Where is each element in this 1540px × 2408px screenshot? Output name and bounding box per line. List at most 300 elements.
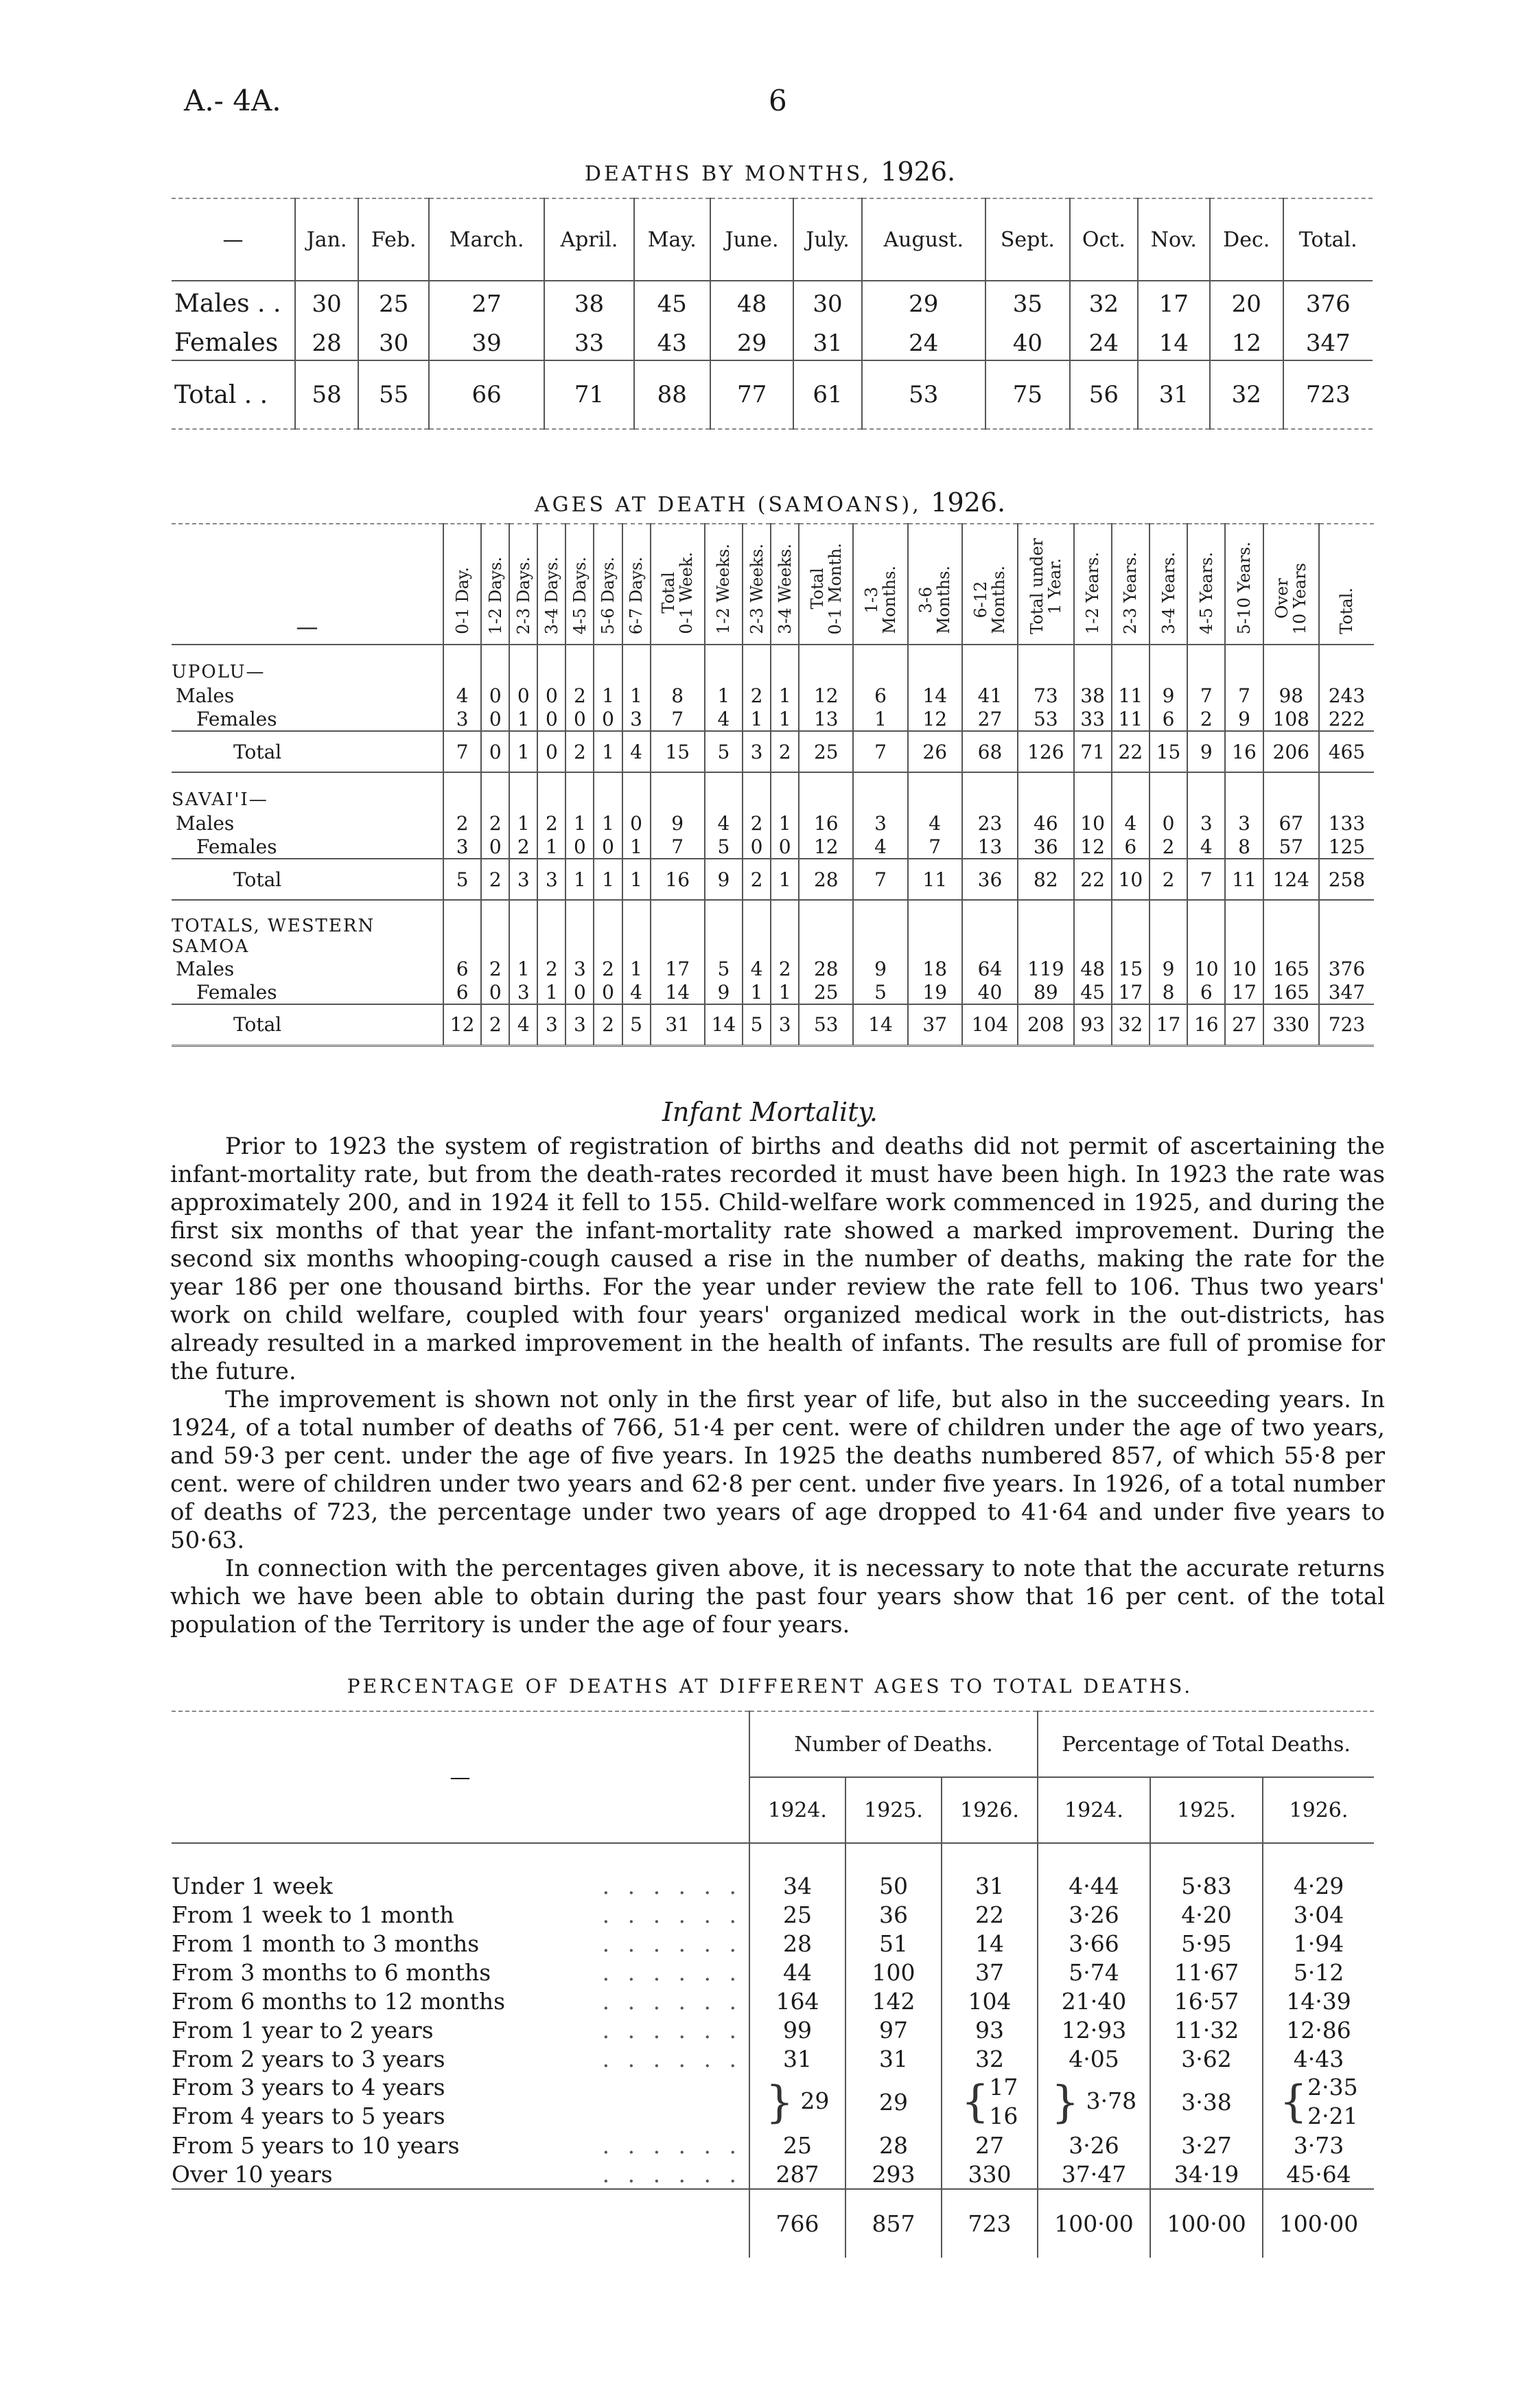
months-title-text: DEATHS BY MONTHS,: [584, 162, 872, 186]
age-column-header: [1112, 524, 1150, 645]
ages-total-cell: 28: [799, 859, 853, 900]
age-column-header: [565, 524, 594, 645]
month-header: Feb.: [358, 198, 429, 281]
months-cell: 53: [862, 360, 985, 429]
ages-cell: 8: [1150, 980, 1187, 1004]
leader-dots: . . . . . .: [602, 2016, 742, 2044]
ages-cell: 1: [622, 835, 651, 859]
pct-row-label-cell: [172, 2015, 749, 2044]
pct-cell: 34·19: [1150, 2160, 1263, 2189]
ages-empty-cell: [771, 645, 799, 684]
leader-dots: . . . . . .: [602, 1872, 742, 1899]
pct-row-label: Over 10 years: [172, 2160, 333, 2188]
ages-empty-cell: [443, 900, 481, 957]
ages-cell: 46: [1018, 811, 1073, 835]
ages-cell: 4: [705, 707, 743, 731]
ages-empty-cell: [1319, 900, 1374, 957]
ages-total-cell: 3: [771, 1004, 799, 1045]
pct-cell: 5·83: [1150, 1843, 1263, 1900]
age-column-header: [443, 524, 481, 645]
pct-cell: 31: [749, 2044, 845, 2073]
ages-empty-cell: [962, 772, 1018, 811]
ages-cell: 2: [537, 957, 565, 980]
leader-dots: . . . . . .: [602, 1958, 742, 1986]
ages-total-label: Total: [233, 740, 282, 763]
pct-bracket-cell: [1038, 2073, 1150, 2131]
pct-row-label-cell: [172, 1958, 749, 1987]
pct-row-label: From 2 years to 3 years: [172, 2045, 445, 2072]
ages-total-cell: 1: [594, 731, 622, 772]
ages-total-cell: 3: [743, 731, 771, 772]
pct-cell: 100: [845, 1958, 942, 1987]
pct-cell: 11·67: [1150, 1958, 1263, 1987]
ages-total-label: Total: [233, 1013, 282, 1037]
ages-title-text: AGES AT DEATH (SAMOANS),: [534, 493, 922, 517]
ages-row-label: Females: [196, 980, 277, 1004]
ages-cell: 17: [651, 957, 705, 980]
pct-cell: 29: [845, 2073, 942, 2131]
ages-total-cell: 465: [1319, 731, 1374, 772]
pct-row-label-cell: [172, 2160, 749, 2189]
ages-cell: 67: [1263, 811, 1319, 835]
ages-cell: 14: [908, 684, 962, 707]
ages-empty-cell: [1263, 645, 1319, 684]
pct-row: [172, 1929, 1374, 1958]
pct-year-header: 1925.: [845, 1777, 942, 1843]
months-cell: 376: [1283, 281, 1373, 326]
ages-total-cell: 7: [1187, 859, 1225, 900]
age-column-label: Total 0-1 Month.: [807, 542, 845, 634]
pct-cell: 3·38: [1150, 2073, 1263, 2131]
age-column-header: [481, 524, 509, 645]
percentage-header: Percentage of Total Deaths.: [1038, 1711, 1374, 1777]
ages-empty-cell: [509, 772, 537, 811]
ages-total-cell: 5: [622, 1004, 651, 1045]
months-row-label: Males . .: [174, 290, 281, 318]
pct-row: [172, 2044, 1374, 2073]
ages-cell: 13: [799, 707, 853, 731]
age-column-label: 5-10 Years.: [1234, 541, 1254, 634]
ages-empty-cell: [537, 645, 565, 684]
age-column-label: Total.: [1337, 588, 1357, 634]
ages-corner: —: [296, 614, 318, 640]
age-column-header: [705, 524, 743, 645]
ages-total-cell: 104: [962, 1004, 1018, 1045]
months-cell: 14: [1138, 326, 1210, 360]
ages-empty-cell: [1187, 645, 1225, 684]
age-column-label: 3-4 Days.: [541, 556, 561, 634]
months-cell: 55: [358, 360, 429, 429]
ages-total-cell: 1: [771, 859, 799, 900]
age-column-header: [594, 524, 622, 645]
pct-cell: 14·39: [1263, 1987, 1374, 2015]
ages-cell: 45: [1074, 980, 1112, 1004]
ages-cell: 0: [771, 835, 799, 859]
ages-cell: 0: [1150, 811, 1187, 835]
ages-total-cell: 1: [622, 859, 651, 900]
brace-values: [1307, 2073, 1357, 2131]
month-header: March.: [429, 198, 544, 281]
months-cell: 38: [544, 281, 634, 326]
pct-corner: —: [450, 1765, 471, 1790]
ages-cell: 108: [1263, 707, 1319, 731]
ages-total-cell: 32: [1112, 1004, 1150, 1045]
ages-total-cell: 206: [1263, 731, 1319, 772]
ages-cell: 1: [622, 957, 651, 980]
ages-empty-cell: [537, 900, 565, 957]
ages-row: [172, 957, 1374, 980]
ages-cell: 40: [962, 980, 1018, 1004]
ages-cell: 6: [1112, 835, 1150, 859]
month-header: April.: [544, 198, 634, 281]
ages-row-label: Males: [176, 957, 235, 980]
months-table-title: [0, 157, 1540, 187]
ages-cell: 1: [594, 684, 622, 707]
ages-empty-cell: [651, 772, 705, 811]
ages-empty-cell: [565, 772, 594, 811]
months-cell: 43: [634, 326, 710, 360]
age-column-header: [622, 524, 651, 645]
ages-cell: 4: [1112, 811, 1150, 835]
ages-total-cell: 126: [1018, 731, 1073, 772]
month-header: Oct.: [1070, 198, 1138, 281]
age-column-header: [908, 524, 962, 645]
pct-row-label-cell: [172, 1843, 749, 1900]
ages-total-cell: 25: [799, 731, 853, 772]
months-cell: 28: [295, 326, 358, 360]
ages-empty-cell: [1150, 900, 1187, 957]
ages-empty-cell: [622, 772, 651, 811]
months-cell: 66: [429, 360, 544, 429]
ages-cell: 2: [1187, 707, 1225, 731]
ages-row: [172, 707, 1374, 731]
ages-empty-cell: [622, 900, 651, 957]
months-cell: 33: [544, 326, 634, 360]
months-cell: 56: [1070, 360, 1138, 429]
ages-cell: 133: [1319, 811, 1374, 835]
pct-cell: 99: [749, 2015, 845, 2044]
ages-total-cell: 93: [1074, 1004, 1112, 1045]
ages-row-label: Males: [176, 811, 235, 835]
ages-cell: 1: [509, 707, 537, 731]
ages-cell: 3: [1225, 811, 1263, 835]
ages-cell: 243: [1319, 684, 1374, 707]
ages-body: [172, 645, 1374, 1045]
pct-cell: 21·40: [1038, 1987, 1150, 2015]
months-cell: 48: [710, 281, 793, 326]
pct-row-label-cell: [172, 2044, 749, 2073]
paragraph-1: Prior to 1923 the system of registration of births and deaths did not permit of ascertaining the infant-mortality rate, but from the death-rates recorded it must have been high. In 1923 the rate was approximately 200, and in 1924 it fell to 155. Child-welfare work commenced in 1925, and during the first six months of that year the infant-mortality rate showed a marked improvement. During the second six months whooping-cough caused a rise in the number of deaths, making the rate for the year 186 per one thousand births. For the year under review the rate fell to 106. Thus two years' work on child welfare, coupled with four years' organized medical work in the out-districts, has already resulted in a marked improvement in the health of infants. The results are full of promise for the future.: [170, 1133, 1385, 1385]
ages-cell: 17: [1225, 980, 1263, 1004]
months-cell: 29: [710, 326, 793, 360]
pct-cell: 22: [942, 1900, 1038, 1929]
ages-total-cell: 9: [1187, 731, 1225, 772]
ages-total-cell: 16: [1225, 731, 1263, 772]
ages-total-cell: 15: [651, 731, 705, 772]
leader-dots: . . . . . .: [602, 2160, 742, 2188]
months-corner: —: [222, 227, 244, 252]
month-header: August.: [862, 198, 985, 281]
age-column-header: [1018, 524, 1073, 645]
ages-cell: 5: [705, 957, 743, 980]
pct-cell: 12·86: [1263, 2015, 1374, 2044]
age-column-header: [1319, 524, 1374, 645]
pct-cell: 45·64: [1263, 2160, 1374, 2189]
age-column-label: 2-3 Days.: [513, 556, 533, 634]
ages-total-cell: 53: [799, 1004, 853, 1045]
months-cell: 24: [862, 326, 985, 360]
ages-empty-cell: [771, 900, 799, 957]
pct-cell: 293: [845, 2160, 942, 2189]
ages-cell: 9: [651, 811, 705, 835]
ages-cell: 38: [1074, 684, 1112, 707]
leader-dots: . . . . . .: [602, 1901, 742, 1928]
pct-cell: 37: [942, 1958, 1038, 1987]
ages-row-label-cell: [172, 707, 443, 731]
ages-total-cell: 723: [1319, 1004, 1374, 1045]
ages-cell: 0: [594, 707, 622, 731]
pct-cell: 31: [942, 1843, 1038, 1900]
pct-total-cell: 723: [942, 2189, 1038, 2258]
ages-cell: 1: [771, 811, 799, 835]
age-column-label: Total 0-1 Week.: [659, 552, 697, 634]
months-row: [172, 281, 1373, 326]
age-column-header: [509, 524, 537, 645]
ages-cell: 0: [481, 707, 509, 731]
ages-cell: 0: [565, 707, 594, 731]
pct-cell: 5·12: [1263, 1958, 1374, 1987]
pct-body: [172, 1843, 1374, 2258]
pct-cell: 3·04: [1263, 1900, 1374, 1929]
ages-cell: 64: [962, 957, 1018, 980]
ages-empty-cell: [853, 900, 907, 957]
ages-empty-cell: [799, 772, 853, 811]
ages-total-cell: 14: [853, 1004, 907, 1045]
ages-row: [172, 835, 1374, 859]
leader-dots: . . . . . .: [602, 2131, 742, 2159]
ages-cell: 6: [443, 980, 481, 1004]
ages-cell: 2: [1150, 835, 1187, 859]
pct-group-header-row: [172, 1711, 1374, 1777]
page-number: 6: [769, 84, 787, 117]
month-header: Nov.: [1138, 198, 1210, 281]
ages-empty-cell: [1018, 900, 1073, 957]
ages-row-label: Females: [196, 707, 277, 730]
ages-total-row: [172, 731, 1374, 772]
ages-total-cell: 2: [481, 1004, 509, 1045]
pct-cell: 3·66: [1038, 1929, 1150, 1958]
ages-cell: 9: [1150, 684, 1187, 707]
ages-empty-cell: [962, 645, 1018, 684]
ages-empty-cell: [1112, 772, 1150, 811]
ages-total-cell: 3: [537, 859, 565, 900]
ages-empty-cell: [1263, 900, 1319, 957]
months-cell: 31: [1138, 360, 1210, 429]
brace-icon: }: [765, 2077, 794, 2128]
ages-cell: 23: [962, 811, 1018, 835]
ages-total-cell: 2: [771, 731, 799, 772]
months-cell: 24: [1070, 326, 1138, 360]
ages-cell: 1: [537, 835, 565, 859]
pct-row-label-cell: [172, 1929, 749, 1958]
pct-cell: 16: [989, 2103, 1018, 2129]
pct-bracket-cell: [749, 2073, 845, 2131]
ages-cell: 0: [565, 835, 594, 859]
ages-total-cell: 330: [1263, 1004, 1319, 1045]
pct-cell: 4·29: [1263, 1843, 1374, 1900]
paragraph-3: In connection with the percentages given above, it is necessary to note that the accurate returns which we have been able to obtain during the past four years show that 16 per cent. of the total population of the Territory is under the age of four years.: [170, 1555, 1385, 1639]
ages-total-cell: 9: [705, 859, 743, 900]
ages-row: [172, 811, 1374, 835]
ages-empty-cell: [705, 645, 743, 684]
ages-total-cell: 2: [1150, 859, 1187, 900]
ages-total-cell: 3: [565, 1004, 594, 1045]
ages-cell: 1: [509, 811, 537, 835]
pct-row: [172, 1843, 1374, 1900]
ages-cell: 57: [1263, 835, 1319, 859]
ages-total-label: Total: [233, 868, 282, 891]
ages-cell: 0: [481, 835, 509, 859]
ages-cell: 0: [537, 684, 565, 707]
ages-cell: 9: [1150, 957, 1187, 980]
ages-total-cell: 208: [1018, 1004, 1073, 1045]
ages-title-year: 1926.: [931, 487, 1006, 518]
ages-total-cell: 5: [743, 1004, 771, 1045]
ages-total-cell: 11: [908, 859, 962, 900]
pct-bracket-labels: [172, 2073, 749, 2131]
ages-cell: 11: [1112, 707, 1150, 731]
ages-cell: 4: [443, 684, 481, 707]
months-cell: 30: [295, 281, 358, 326]
pct-row-label: From 3 years to 4 years: [172, 2074, 445, 2100]
ages-cell: 4: [622, 980, 651, 1004]
ages-cell: 165: [1263, 980, 1319, 1004]
ages-cell: 1: [537, 980, 565, 1004]
pct-row-label-cell: [172, 1900, 749, 1929]
age-column-header: [1150, 524, 1187, 645]
ages-cell: 1: [771, 707, 799, 731]
pct-row-label: From 3 months to 6 months: [172, 1958, 491, 1986]
ages-cell: 0: [565, 980, 594, 1004]
age-column-label: 1-2 Years.: [1083, 552, 1103, 634]
age-column-label: 1-3 Months.: [861, 566, 899, 634]
ages-cell: 73: [1018, 684, 1073, 707]
age-column-label: Total under 1 Year.: [1027, 538, 1064, 634]
ages-row: [172, 980, 1374, 1004]
ages-empty-cell: [908, 772, 962, 811]
ages-cell: 7: [1187, 684, 1225, 707]
brace-icon: {: [961, 2076, 990, 2127]
pct-row-label-cell: [172, 2131, 749, 2160]
months-cell: 27: [429, 281, 544, 326]
ages-cell: 3: [622, 707, 651, 731]
ages-total-cell: 3: [509, 859, 537, 900]
age-column-label: 3-4 Weeks.: [775, 544, 795, 634]
months-cell: 347: [1283, 326, 1373, 360]
infant-mortality-heading: Infant Mortality.: [662, 1097, 878, 1127]
months-row-label: Females: [174, 329, 279, 357]
ages-row-label-cell: [172, 811, 443, 835]
age-column-label: 4-5 Years.: [1196, 552, 1216, 634]
ages-cell: 3: [443, 835, 481, 859]
ages-cell: 12: [908, 707, 962, 731]
age-column-label: 1-2 Weeks.: [714, 544, 734, 634]
ages-empty-cell: [1319, 645, 1374, 684]
ages-empty-cell: [565, 900, 594, 957]
pct-year-header: 1926.: [942, 1777, 1038, 1843]
ages-cell: 3: [565, 957, 594, 980]
ages-cell: 12: [799, 835, 853, 859]
pct-row-label: Under 1 week: [172, 1872, 333, 1899]
ages-cell: 0: [509, 684, 537, 707]
ages-cell: 1: [743, 707, 771, 731]
months-row: [172, 360, 1373, 429]
months-cell: 61: [793, 360, 861, 429]
ages-empty-cell: [537, 772, 565, 811]
ages-cell: 2: [481, 957, 509, 980]
ages-cell: 0: [537, 707, 565, 731]
months-header-row: [172, 198, 1373, 281]
ages-cell: 1: [705, 684, 743, 707]
pct-row-label: From 1 year to 2 years: [172, 2016, 434, 2044]
months-cell: 32: [1210, 360, 1283, 429]
ages-empty-cell: [1074, 900, 1112, 957]
age-column-label: 3-6 Months.: [916, 566, 954, 634]
ages-empty-cell: [1187, 772, 1225, 811]
months-cell: 20: [1210, 281, 1283, 326]
ages-empty-cell: [651, 900, 705, 957]
ages-cell: 48: [1074, 957, 1112, 980]
paragraph-2: The improvement is shown not only in the first year of life, but also in the succeeding years. In 1924, of a total number of deaths of 766, 51·4 per cent. were of children under the age of two years, and 59·3 per cent. under the age of five years. In 1925 the deaths numbered 857, of which 55·8 per cent. were of children under two years and 62·8 per cent. under five years. In 1926, of a total number of deaths of 723, the percentage under two years of age dropped to 41·64 and under five years to 50·63.: [170, 1386, 1385, 1554]
pct-row: [172, 1958, 1374, 1987]
pct-cell: 29: [800, 2087, 830, 2114]
pct-cell: 34: [749, 1843, 845, 1900]
ages-cell: 6: [1150, 707, 1187, 731]
ages-group-row: [172, 772, 1374, 811]
ages-cell: 165: [1263, 957, 1319, 980]
month-header: Dec.: [1210, 198, 1283, 281]
months-cell: 723: [1283, 360, 1373, 429]
months-cell: 39: [429, 326, 544, 360]
ages-cell: 16: [799, 811, 853, 835]
ages-cell: 17: [1112, 980, 1150, 1004]
brace-icon: }: [1051, 2077, 1080, 2128]
month-header: Jan.: [295, 198, 358, 281]
pct-cell: 3·73: [1263, 2131, 1374, 2160]
pct-cell: 27: [942, 2131, 1038, 2160]
ages-cell: 18: [908, 957, 962, 980]
ages-cell: 10: [1187, 957, 1225, 980]
ages-total-cell: 3: [537, 1004, 565, 1045]
ages-empty-cell: [1112, 645, 1150, 684]
pct-row: [172, 1987, 1374, 2015]
ages-empty-cell: [1112, 900, 1150, 957]
ages-total-cell: 258: [1319, 859, 1374, 900]
ages-total-cell: 1: [594, 859, 622, 900]
ages-total-cell: 11: [1225, 859, 1263, 900]
pct-total-cell: 100·00: [1150, 2189, 1263, 2258]
months-cell: 31: [793, 326, 861, 360]
month-header: July.: [793, 198, 861, 281]
pct-cell: 3·62: [1150, 2044, 1263, 2073]
deaths-by-months-table: [172, 198, 1373, 430]
pct-cell: 3·26: [1038, 2131, 1150, 2160]
months-cell: 29: [862, 281, 985, 326]
ages-total-cell: 2: [594, 1004, 622, 1045]
ages-total-cell: 16: [1187, 1004, 1225, 1045]
ages-total-cell: 124: [1263, 859, 1319, 900]
months-row-label: Total . .: [174, 380, 268, 409]
